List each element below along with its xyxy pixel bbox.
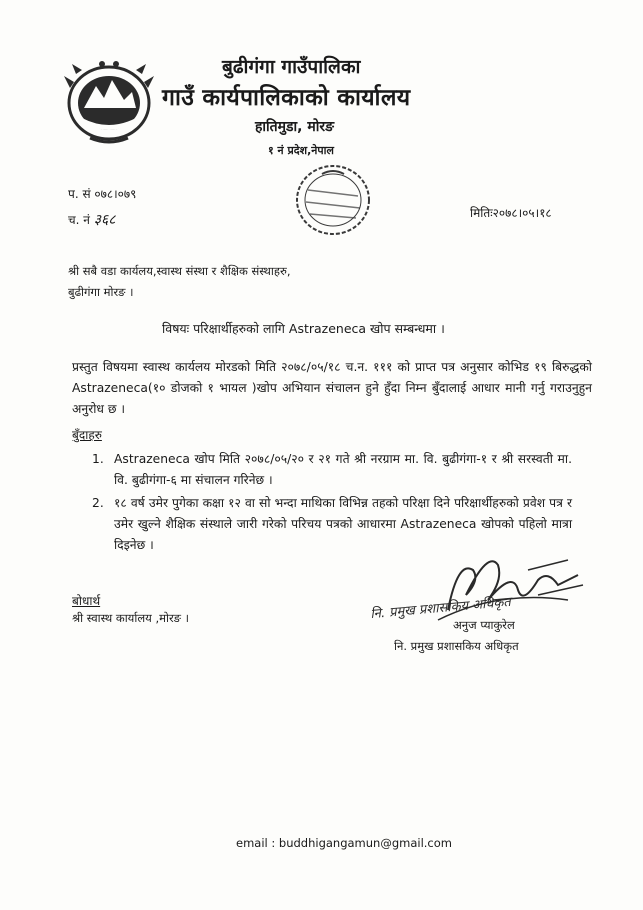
cc-recipient: श्री स्वास्थ कार्यालय ,मोरङ । (72, 611, 190, 625)
points-heading: बुँदाहरु (72, 428, 102, 442)
nepal-emblem-icon (62, 58, 156, 144)
addressee-line: बुढीगंगा मोरङ । (68, 285, 134, 299)
province-line: १ नं प्रदेश,नेपाल (268, 144, 334, 157)
office-name: गाउँ कार्यपालिकाको कार्यालय (162, 85, 411, 111)
cc-heading: बोधार्थ (72, 594, 101, 608)
dispatch-number-row (68, 210, 116, 229)
signer-name: अनुज प्याकुरेल (453, 618, 515, 632)
dispatch-number: ३६८ (93, 212, 116, 228)
letter-body: प्रस्तुत विषयमा स्वास्थ कार्यलय मोरडको मिति २०७८/०५/१८ च.न. १११ को प्राप्त पत्र अनुसार कोभिड १९ बिरुद्धको Astrazeneca(१० डोजको १ भायल )खोप अभियान संचालन हुने हुँदा निम्न बुँदालाई आधार मानी गर्नु गराउनुहुन अनुरोध छ । (72, 360, 592, 416)
signer-title: नि. प्रमुख प्रशासकिय अधिकृत (394, 639, 519, 653)
office-seal-icon (292, 160, 374, 240)
letter-subject: विषयः परिक्षार्थीहरुको लागि Astrazeneca खोप सम्बन्धमा । (162, 321, 445, 336)
addressee-line: श्री सबै वडा कार्यलय,स्वास्थ संस्था र शैक्षिक संस्थाहरु, (68, 264, 291, 278)
fiscal-year-ref: प. सं ०७८।०७९ (68, 187, 137, 201)
list-item-number: 2. (92, 496, 104, 510)
list-item-text: Astrazeneca खोप मिति २०७८/०५/२० र २१ गते श्री नरग्राम मा. वि. बुढीगंगा-१ र श्री सरस्वती मा. वि. बुढीगंगा-६ मा संचालन गरिनेछ । (114, 452, 572, 487)
municipality-name: बुढीगंगा गाउँपालिका (222, 56, 361, 78)
dispatch-label: च. नं (68, 213, 90, 227)
office-address: हातिमुडा, मोरङ (255, 119, 334, 135)
footer-email: email : buddhigangamun@gmail.com (236, 836, 452, 850)
addressee-block (68, 261, 291, 303)
list-item-number: 1. (92, 452, 104, 466)
letter-date: मितिः२०७८।०५।१८ (470, 206, 552, 220)
list-item (92, 449, 572, 491)
list-item-text: १८ वर्ष उमेर पुगेका कक्षा १२ वा सो भन्दा माथिका विभिन्न तहको परिक्षा दिने परिक्षार्थीहरुको प्रवेश पत्र र उमेर खुल्ने शैक्षिक संस्थाले जारी गरेको परिचय पत्रको आधारमा Astrazeneca खोपको पहिलो मात्रा दिइनेछ । (114, 496, 572, 552)
handwritten-signature-title: नि. प्रमुख प्रशासकिय अधिकृत (369, 594, 512, 623)
signature-scribble-icon (418, 540, 593, 630)
